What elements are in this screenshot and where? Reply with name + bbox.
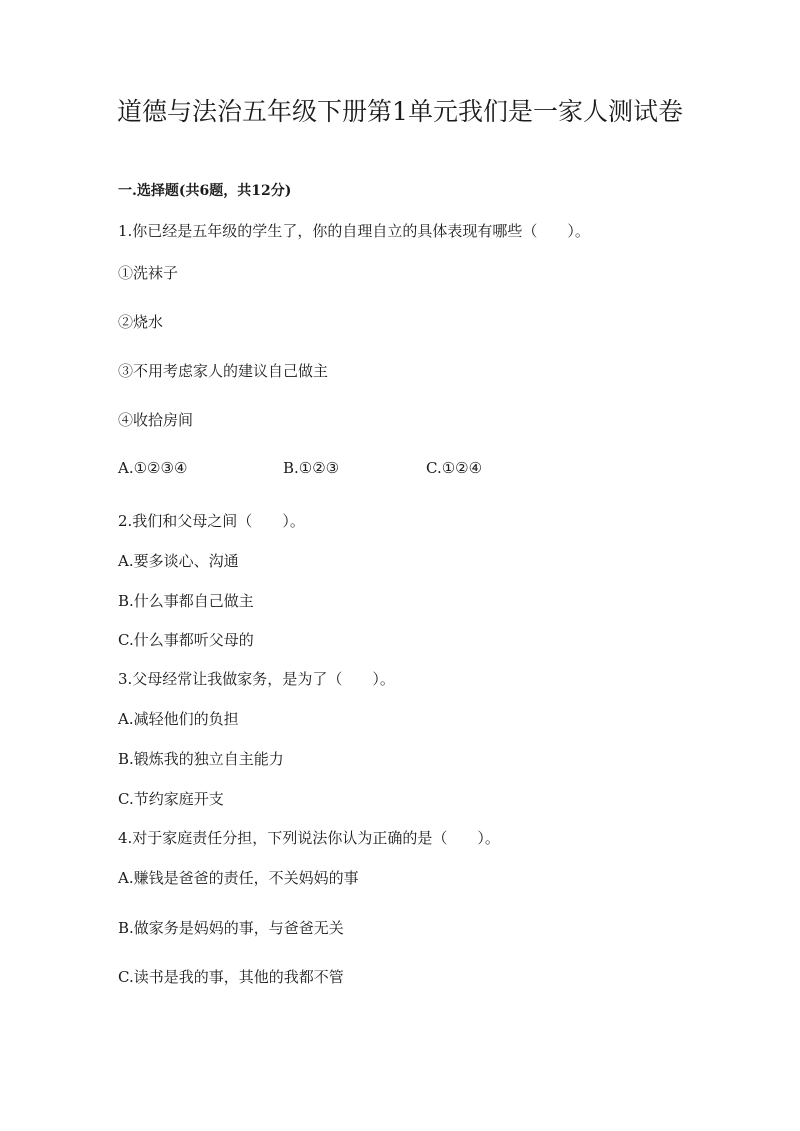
question-1-option-b: B.①②③	[283, 459, 340, 477]
question-3-option-c: C.节约家庭开支	[118, 790, 224, 808]
question-4-stem: 4.对于家庭责任分担，下列说法你认为正确的是（ ）。	[118, 829, 500, 847]
page-title: 道德与法治五年级下册第1单元我们是一家人测试卷	[117, 97, 683, 126]
question-4-option-b: B.做家务是妈妈的事，与爸爸无关	[118, 919, 344, 937]
question-1-item-3: ③不用考虑家人的建议自己做主	[118, 362, 329, 380]
question-1-stem: 1.你已经是五年级的学生了，你的自理自立的具体表现有哪些（ ）。	[118, 222, 590, 240]
question-2-stem: 2.我们和父母之间（ ）。	[118, 512, 305, 530]
section-heading: 一.选择题(共6题，共12分)	[118, 183, 292, 199]
question-1-option-a: A.①②③④	[118, 459, 188, 477]
question-4-option-c: C.读书是我的事，其他的我都不管	[118, 968, 344, 986]
question-1-item-1: ①洗袜子	[118, 264, 179, 282]
question-3-option-a: A.减轻他们的负担	[118, 710, 239, 728]
question-2-option-c: C.什么事都听父母的	[118, 631, 254, 649]
question-1-item-2: ②烧水	[118, 313, 164, 331]
question-1-option-c: C.①②④	[426, 459, 483, 477]
question-3-stem: 3.父母经常让我做家务，是为了（ ）。	[118, 670, 395, 688]
question-2-option-b: B.什么事都自己做主	[118, 592, 254, 610]
question-1-item-4: ④收拾房间	[118, 411, 194, 429]
question-3-option-b: B.锻炼我的独立自主能力	[118, 750, 284, 768]
question-2-option-a: A.要多谈心、沟通	[118, 552, 239, 570]
question-4-option-a: A.赚钱是爸爸的责任，不关妈妈的事	[118, 869, 359, 887]
